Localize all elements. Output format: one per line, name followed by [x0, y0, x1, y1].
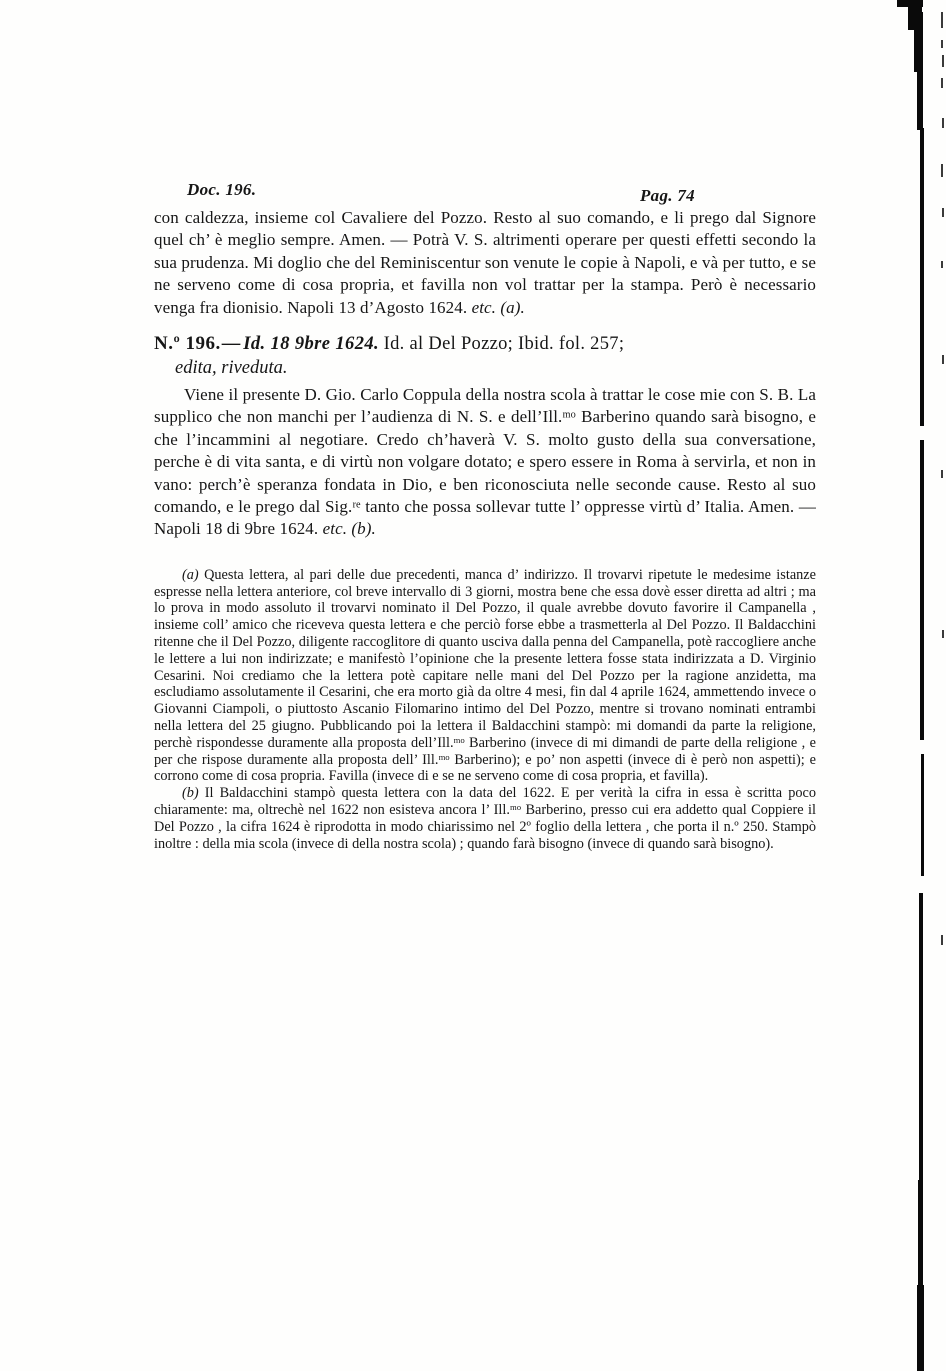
footnotes-block — [154, 567, 816, 853]
heading-dash: — — [221, 334, 241, 355]
footnote-b-text: Il Baldacchini stampò questa lettera con la data del 1622. E per verità la cifra in essa è scritta poco chiaramente: ma, oltrechè nel 1622 non esisteva ancora l’ Ill.ᵐᵒ Barberino, presso cui era addetto qual Coppiere il Del Pozzo , la cifra 1624 è riprodotta in modo chiarissimo nel 2º foglio della lettera , che porta il n.º 250. Stampò inoltre : della mia scola (invece di della nostra scola) ; quando farà bisogno (invece di quando sarà bisogno). — [154, 785, 816, 852]
document-number-label: Doc. 196. — [187, 180, 257, 199]
letter-continuation-text: con caldezza, insieme col Cavaliere del Pozzo. Resto al suo comando, e li prego dal Signore quel ch’ è meglio sempre. Amen. — Potrà V. S. altrimenti operare per questi effetti secondo la sua prudenza. Mi doglio che del Reminiscentur son venute le copie à Napoli, e và per tutto, e se ne serveno come di cosa propria, et favilla non vol trattar per la stampa. Però è necessario venga fra dionisio. Napoli 13 d’Agosto 1624. — [154, 208, 816, 317]
footnote-a — [154, 567, 816, 785]
letter-continuation-etc: etc. (a). — [471, 297, 525, 317]
letter-196-text: Viene il presente D. Gio. Carlo Coppula della nostra scola à trattar le cose mie con S. B. La supplico che non manchi per l’audienza di N. S. e dell’Ill.ᵐᵒ Barberino quando sarà bisogno, e che l’incammini al negotiare. Credo ch’haverà V. S. molto gusto della sua conversatione, perche è di vita santa, e di virtù non volgare dotato; e spero essere in Roma à servirla, et non in vano: perch’è speranza fondata in Dio, e ben riconosciuta nelle seconde cause. Resto al suo comando, e le prego dal Sig.ʳᵉ tanto che possa sollevar tutte l’ oppresse virtù d’ Italia. Amen. — Napoli 18 di 9bre 1624. — [154, 385, 816, 539]
letter-196-etc: etc. (b). — [322, 519, 376, 539]
heading-number: N.º 196. — [154, 333, 221, 355]
heading-status: edita, riveduta. — [175, 357, 288, 378]
footnote-a-label: (a) — [182, 566, 199, 583]
text-column — [154, 207, 816, 852]
page-number-label: Pag. 74 — [640, 186, 695, 205]
footnote-a-text: Questa lettera, al pari delle due precedenti, manca d’ indirizzo. Il trovarvi ripetute le medesime istanze espresse nella lettera anteriore, col breve intervallo di 3 giorni, mostra bene che essa dovè esser diretta ad altri ; ma lo prova in modo assoluto il trovarvi nominato il Del Pozzo, il quale avrebbe dovuto favorire il Campanella , insieme coll’ amico che riceveva questa lettera e che perciò forse ebbe a trasmetterla al Del Pozzo. Il Baldacchini ritenne che il Del Pozzo, diligente raccoglitore di quanto usciva dalla penna del Campanella, potè raccogliere anche le lettere a lui non indirizzate; e manifestò l’opinione che la presente lettera fosse stata indirizzata a D. Virginio Cesarini. Noi crediamo che la lettera potè capitare nelle mani del Del Pozzo per la ragione anzidetta, ma escludiamo assolutamente il Cesarini, che era morto già da oltre 4 mesi, fin dal 4 aprile 1624, ammettendo invece o Giovanni Ciampoli, o piuttosto Ascanio Filomarino intimo del Del Pozzo, mentre si trovano nominati entrambi nella lettera del 25 giugno. Pubblicando poi la lettera il Baldacchini stampò: mi domandi da parte la religione, perchè rispondesse duramente alla proposta dell’Ill.ᵐᵒ Barberino (invece di mi dimandi de parte della religione , e per che rispose duramente alla proposta dell’ Ill.ᵐᵒ Barberino); e po’ non aspetti (invece di è però non aspetti); e corrono come di cosa propria. Favilla (invece di e se ne serveno come di cosa propria, et favilla). — [154, 566, 817, 785]
heading-date: Id. 18 9bre 1624. — [243, 334, 380, 355]
letter-196-paragraph — [154, 384, 816, 541]
footnote-b — [154, 785, 816, 852]
document-heading — [154, 332, 816, 380]
footnote-b-label: (b) — [182, 785, 199, 802]
heading-reference: Id. al Del Pozzo; Ibid. fol. 257; — [383, 334, 625, 355]
letter-continuation-paragraph — [154, 207, 816, 319]
